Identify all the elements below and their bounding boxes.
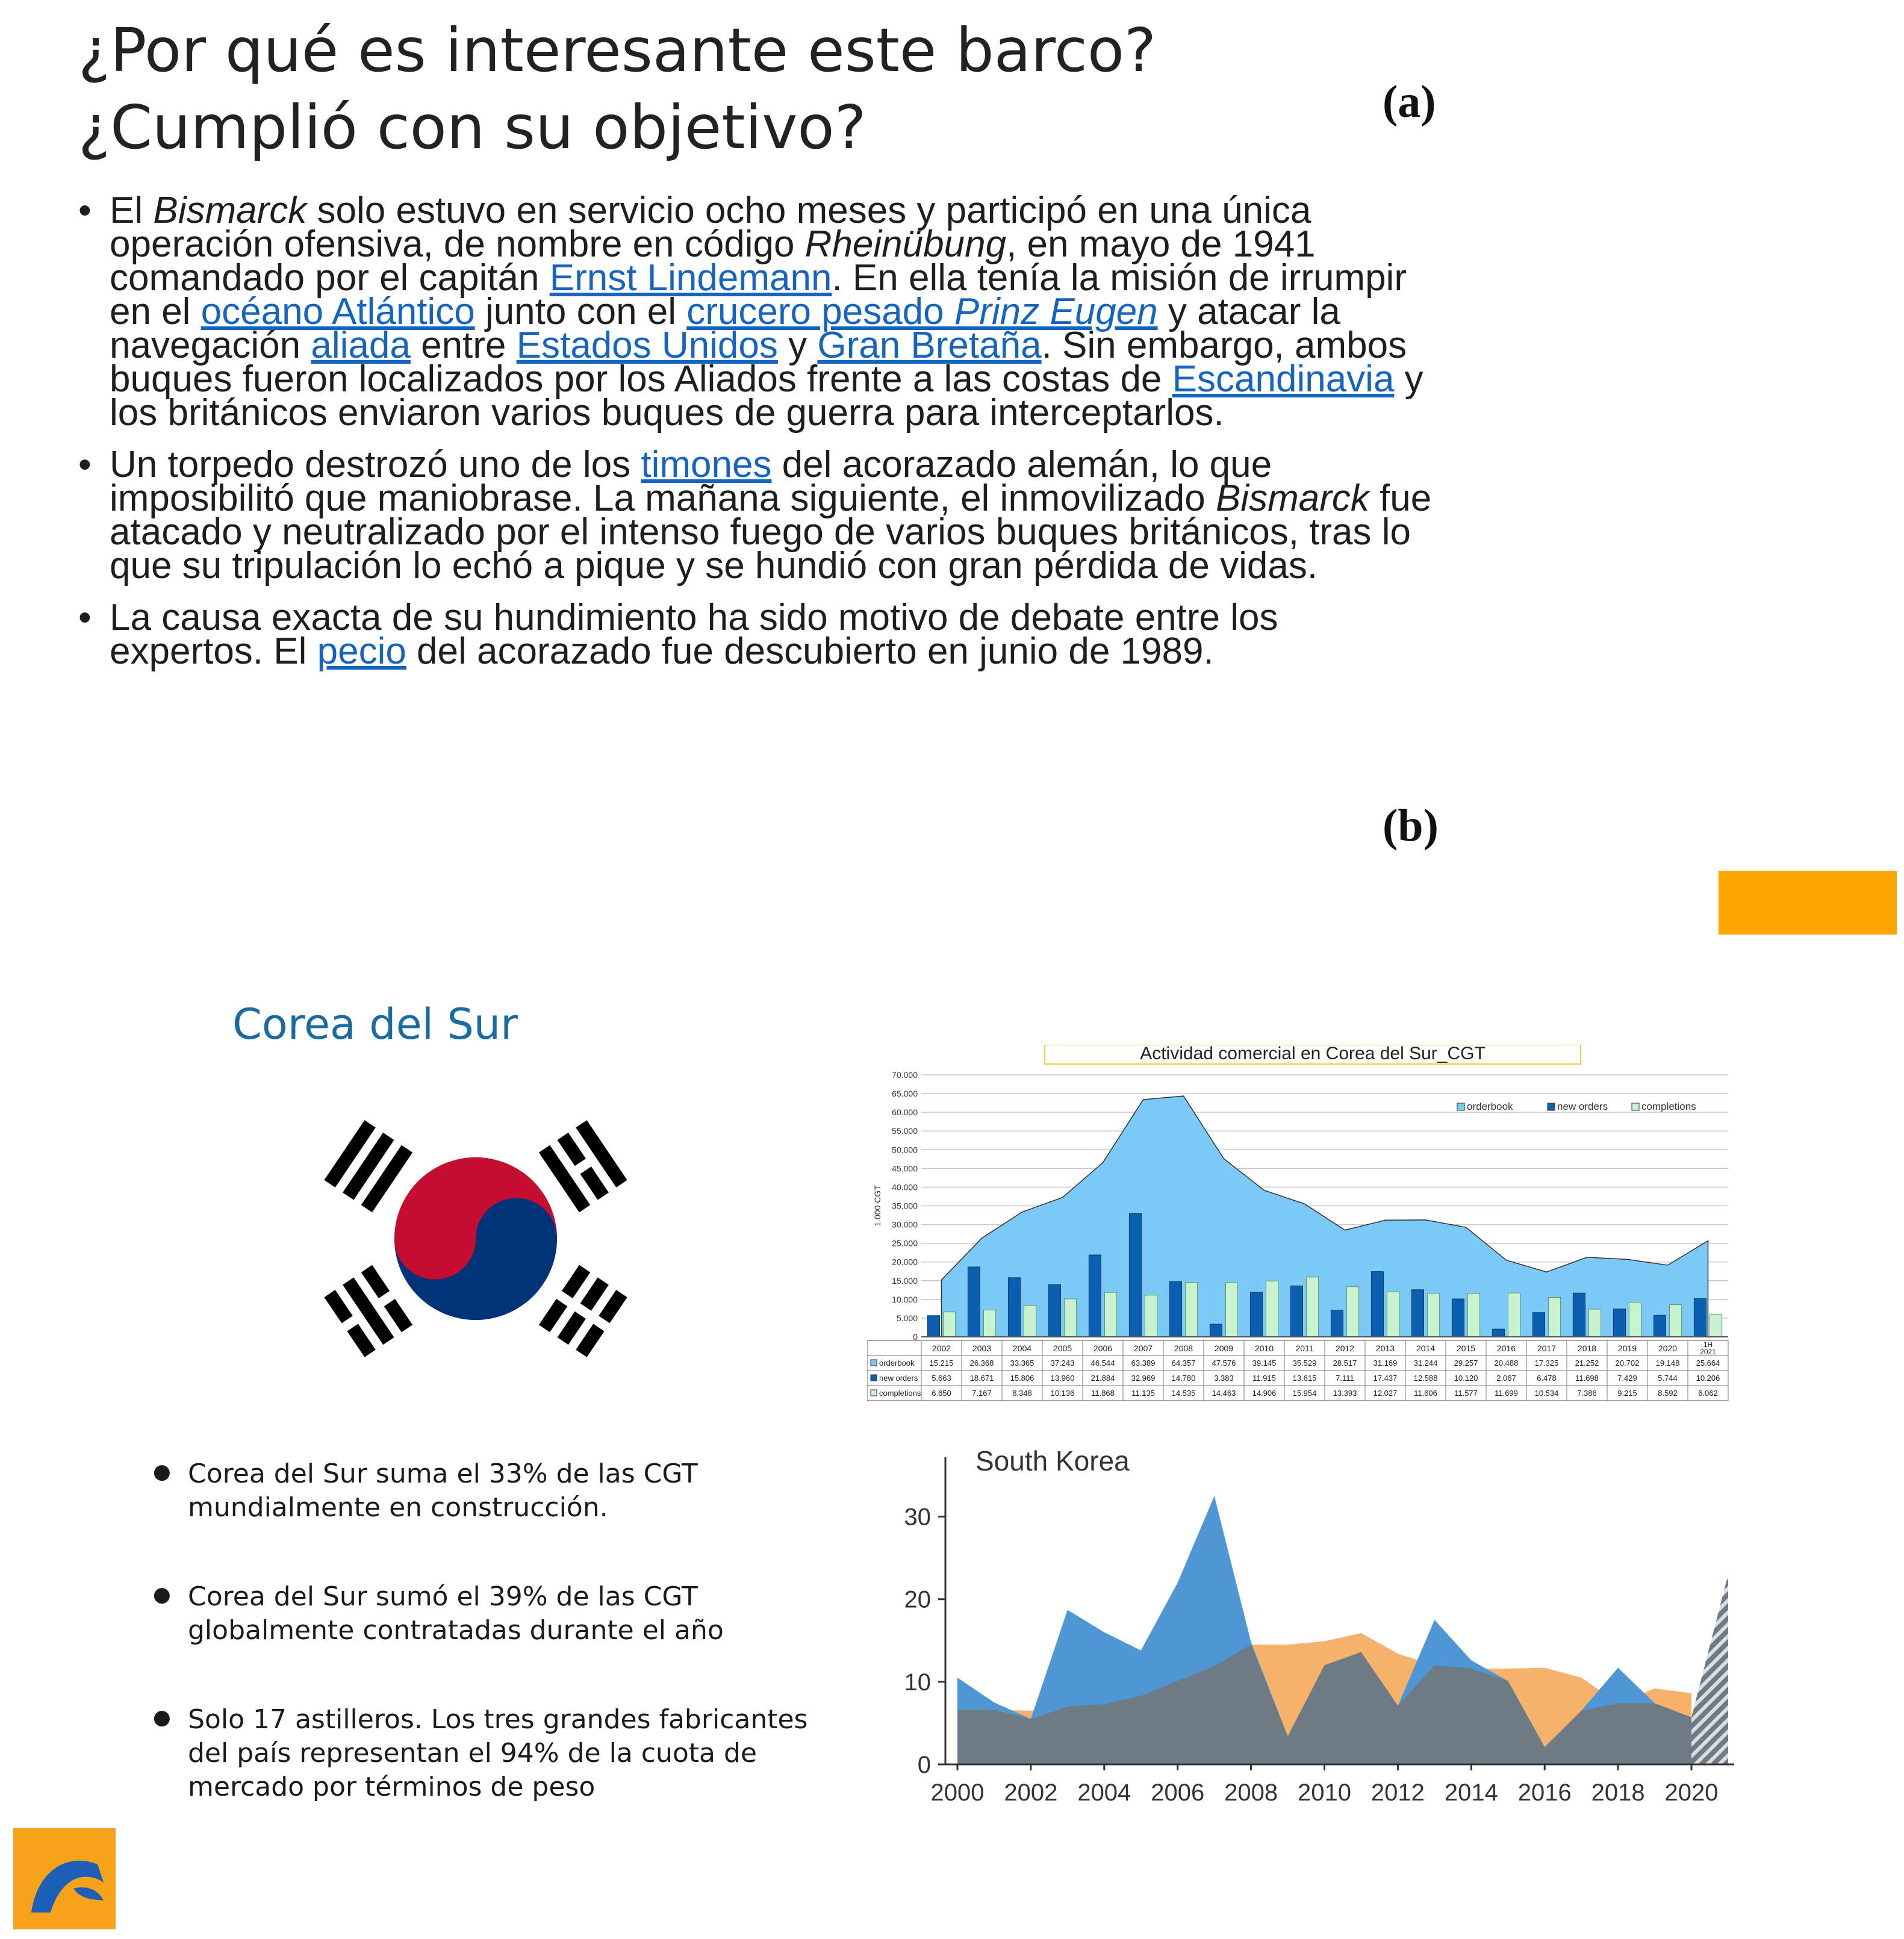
korea-cgt-activity-chart — [867, 1045, 1758, 1421]
y-tick-label: 20.000 — [892, 1257, 918, 1267]
y-tick-label: 20 — [904, 1586, 931, 1613]
x-tick-label: 2000 — [930, 1779, 985, 1806]
data-label: 47.576 — [1212, 1359, 1236, 1368]
x-category-label: 2020 — [1658, 1343, 1678, 1353]
data-label: 6.062 — [1698, 1389, 1718, 1398]
legend-new-orders-swatch — [1548, 1103, 1555, 1110]
data-label: 7.167 — [972, 1389, 992, 1398]
data-label: 7.111 — [1336, 1374, 1354, 1383]
y-tick-label: 35.000 — [892, 1201, 918, 1211]
legend-orderbook: orderbook — [1467, 1101, 1513, 1112]
data-label: 32.969 — [1131, 1374, 1156, 1383]
y-tick-label: 60.000 — [892, 1107, 918, 1118]
completions-bar — [1024, 1306, 1036, 1337]
data-label: 63.389 — [1131, 1359, 1156, 1368]
text-run: entre — [410, 325, 517, 366]
data-label: 31.244 — [1413, 1359, 1438, 1368]
x-category-label: 2004 — [1012, 1343, 1032, 1353]
y-tick-label: 55.000 — [892, 1126, 918, 1136]
new-orders-bar — [1654, 1315, 1666, 1337]
data-label: 5.663 — [932, 1374, 951, 1383]
data-label: 13.615 — [1292, 1374, 1317, 1383]
completions-bar — [1549, 1298, 1561, 1337]
y-tick-label: 25.000 — [892, 1238, 918, 1248]
y-tick-label: 50.000 — [892, 1145, 918, 1155]
x-tick-label: 2008 — [1224, 1779, 1278, 1806]
data-label: 31.169 — [1373, 1359, 1398, 1368]
data-label: 14.535 — [1171, 1389, 1196, 1398]
list-item — [78, 190, 1433, 434]
new-orders-bar — [1573, 1293, 1585, 1337]
data-label: 6.650 — [932, 1389, 951, 1398]
x-category-label: 2011 — [1295, 1343, 1314, 1353]
completions-bar — [1266, 1281, 1278, 1337]
emphasis-text: Rheinübung — [804, 223, 1007, 265]
data-label: 13.960 — [1050, 1374, 1075, 1383]
emphasis-text: Bismarck — [153, 190, 307, 231]
south-korea-area-chart — [897, 1439, 1758, 1831]
orange-accent-bar — [1719, 871, 1897, 935]
data-label: 28.517 — [1333, 1359, 1357, 1368]
completions-bar — [984, 1310, 996, 1337]
y-tick-label: 15.000 — [892, 1275, 918, 1286]
data-label: 8.592 — [1658, 1389, 1678, 1398]
x-tick-label: 2020 — [1664, 1779, 1719, 1806]
x-tick-label: 2014 — [1444, 1779, 1498, 1806]
x-tick-label: 2018 — [1591, 1779, 1645, 1806]
inline-link[interactable]: Ernst Lindemann — [549, 257, 832, 299]
completions-bar — [1629, 1303, 1641, 1337]
data-label: 21.884 — [1090, 1374, 1115, 1383]
text-run: del acorazado fue descubierto en junio de 1989. — [406, 630, 1214, 672]
data-label: 11.577 — [1454, 1389, 1478, 1398]
x-category-label: 2005 — [1053, 1343, 1072, 1353]
x-tick-label: 2006 — [1151, 1779, 1205, 1806]
completions-bar — [1508, 1293, 1520, 1337]
legend-completions: completions — [1641, 1101, 1696, 1112]
new-orders-bar — [1290, 1286, 1302, 1337]
panel-label-b: (b) — [1383, 800, 1439, 851]
x-tick-label: 2004 — [1077, 1779, 1131, 1806]
inline-link[interactable]: Prinz Eugen — [954, 291, 1158, 332]
data-label: 9.215 — [1617, 1389, 1637, 1398]
data-label: 15.954 — [1292, 1389, 1317, 1398]
section-title-korea: Corea del Sur — [232, 1000, 518, 1049]
data-label: 12.588 — [1413, 1374, 1438, 1383]
data-label: 13.393 — [1333, 1389, 1357, 1398]
bismarck-bullet-list — [78, 190, 1433, 686]
data-label: 11.868 — [1091, 1389, 1115, 1398]
slide-title-line-2: ¿Cumplió con su objetivo? — [78, 92, 866, 163]
list-item — [78, 444, 1433, 587]
new-orders-bar — [1089, 1255, 1101, 1337]
x-category-label: 2012 — [1335, 1343, 1355, 1353]
text-run: y atacar la navegación — [110, 291, 1340, 366]
x-category-label: 2003 — [972, 1343, 992, 1353]
data-label: 26.368 — [969, 1359, 994, 1368]
x-category-label: 2006 — [1093, 1343, 1113, 1353]
emphasis-text: Bismarck — [1215, 478, 1369, 519]
text-run: La causa exacta de su hundimiento ha sido motivo de debate entre los expertos. El — [110, 597, 1278, 672]
x-category-label: 1H — [1703, 1340, 1713, 1349]
legend-orderbook-swatch — [1457, 1103, 1464, 1110]
completions-bar — [1468, 1293, 1480, 1337]
hatched-forecast-region — [1691, 1566, 1728, 1764]
legend-new-orders: new orders — [1557, 1101, 1608, 1112]
data-label: 7.386 — [1577, 1389, 1597, 1398]
x-category-label: 2002 — [932, 1343, 951, 1353]
text-run: Un torpedo destrozó uno de los — [110, 444, 641, 485]
completions-bar — [1589, 1309, 1601, 1337]
inline-link[interactable]: timones — [641, 444, 772, 485]
y-tick-label: 0 — [913, 1332, 918, 1342]
new-orders-bar — [1008, 1278, 1020, 1337]
text-run: . Sin embargo, ambos buques fueron localizados por los Aliados frente a las costas de — [110, 325, 1407, 400]
y-tick-label: 40.000 — [892, 1182, 918, 1192]
data-label: 11.606 — [1414, 1389, 1437, 1398]
data-label: 14.780 — [1171, 1374, 1196, 1383]
x-category-label: 2019 — [1617, 1343, 1637, 1353]
text-run: , en mayo de 1941 comandado por el capitán — [110, 223, 1316, 299]
y-tick-label: 5.000 — [896, 1313, 918, 1323]
x-category-label: 2021 — [1700, 1348, 1716, 1356]
x-category-label: 2007 — [1133, 1343, 1153, 1353]
data-label: 37.243 — [1050, 1359, 1075, 1368]
new-orders-bar — [1169, 1281, 1181, 1337]
new-orders-bar — [1492, 1329, 1504, 1337]
new-orders-bar — [1331, 1310, 1343, 1337]
text-run: del acorazado alemán, lo que imposibilitó que maniobrase. La mañana siguiente, el inmovilizado — [110, 444, 1272, 519]
data-label: 14.463 — [1212, 1389, 1236, 1398]
y-tick-label: 30.000 — [892, 1219, 918, 1230]
data-label: 46.544 — [1090, 1359, 1115, 1368]
table-row-swatch — [871, 1390, 877, 1396]
chart-title: South Korea — [975, 1445, 1130, 1477]
data-label: 21.252 — [1575, 1359, 1599, 1368]
new-orders-bar — [1048, 1284, 1060, 1337]
data-label: 11.135 — [1131, 1389, 1155, 1398]
completions-bar — [1347, 1287, 1359, 1337]
data-label: 25.664 — [1696, 1359, 1720, 1368]
korea-bullet-list — [151, 1457, 813, 1860]
text-run: solo estuvo en servicio ocho meses y participó en una única operación ofensiva, de nombre en código — [110, 190, 1311, 265]
completions-bar — [1710, 1314, 1722, 1337]
new-orders-bar — [1411, 1290, 1423, 1337]
y-tick-label: 0 — [917, 1752, 931, 1778]
x-category-label: 2010 — [1254, 1343, 1274, 1353]
table-row-header: orderbook — [879, 1359, 915, 1368]
completions-bar — [944, 1312, 956, 1337]
south-korea-flag-icon — [301, 1103, 650, 1374]
data-label: 11.699 — [1495, 1389, 1518, 1398]
completions-bar — [1670, 1305, 1682, 1337]
panel-label-a: (a) — [1383, 76, 1436, 127]
x-category-label: 2008 — [1174, 1343, 1193, 1353]
data-label: 35.529 — [1292, 1359, 1317, 1368]
text-run: El — [110, 190, 154, 231]
y-tick-label: 10.000 — [892, 1294, 918, 1304]
table-row-header: completions — [879, 1389, 921, 1398]
data-label: 18.671 — [969, 1374, 994, 1383]
x-tick-label: 2012 — [1370, 1779, 1425, 1806]
data-label: 17.325 — [1534, 1359, 1559, 1368]
y-axis-label: 1.000 CGT — [873, 1185, 882, 1227]
completions-bar — [1428, 1293, 1440, 1337]
x-tick-label: 2016 — [1517, 1779, 1572, 1806]
data-label: 8.348 — [1012, 1389, 1032, 1398]
data-label: 17.437 — [1373, 1374, 1398, 1383]
new-orders-bar — [1210, 1324, 1222, 1337]
inline-link[interactable]: aliada — [311, 325, 411, 366]
x-category-label: 2017 — [1537, 1343, 1557, 1353]
data-label: 29.257 — [1454, 1359, 1478, 1368]
text-run: fue atacado y neutralizado por el intenso fuego de varios buques británicos, tras lo que su tripulación lo echó a pique y se hundió con gran pérdida de vidas. — [110, 478, 1432, 587]
data-label: 10.534 — [1534, 1389, 1559, 1398]
x-category-label: 2018 — [1577, 1343, 1597, 1353]
new-orders-bar — [1250, 1292, 1262, 1337]
completions-bar — [1307, 1277, 1319, 1337]
inline-link[interactable]: crucero pesado — [686, 291, 954, 332]
data-label: 15.215 — [929, 1359, 954, 1368]
x-tick-label: 2010 — [1298, 1779, 1352, 1806]
new-orders-bar — [1452, 1299, 1464, 1337]
completions-bar — [1065, 1299, 1077, 1337]
inline-link[interactable]: Gran Bretaña — [817, 325, 1042, 366]
data-label: 14.906 — [1252, 1389, 1277, 1398]
data-label: 12.027 — [1373, 1389, 1398, 1398]
company-logo-icon — [13, 1828, 116, 1929]
new-orders-bar — [1371, 1272, 1383, 1337]
list-item: ● Corea del Sur suma el 33% de las CGT mundialmente en construcción. — [151, 1457, 813, 1525]
list-item: ● Corea del Sur sumó el 39% de las CGT globalmente contratadas durante el año — [151, 1580, 813, 1648]
x-tick-label: 2002 — [1004, 1779, 1058, 1806]
x-category-label: 2013 — [1375, 1343, 1395, 1353]
text-run: y los británicos enviaron varios buques de guerra para interceptarlos. — [110, 358, 1423, 434]
inline-link[interactable]: océano Atlántico — [201, 291, 475, 332]
y-tick-label: 65.000 — [892, 1089, 918, 1099]
data-label: 10.206 — [1696, 1374, 1720, 1383]
data-label: 11.698 — [1575, 1374, 1599, 1383]
inline-link[interactable]: pecio — [317, 630, 406, 672]
data-label: 6.478 — [1537, 1374, 1557, 1383]
x-category-label: 2016 — [1496, 1343, 1516, 1353]
completions-bar — [1186, 1283, 1198, 1337]
data-label: 15.806 — [1010, 1374, 1034, 1383]
data-label: 11.915 — [1252, 1374, 1276, 1383]
text-run: y — [777, 325, 818, 366]
data-label: 2.067 — [1496, 1374, 1516, 1383]
list-item — [78, 597, 1433, 672]
new-orders-bar — [1532, 1313, 1545, 1337]
text-run: . En ella tenía la misión de irrumpir en el — [110, 257, 1407, 332]
slide-title — [78, 12, 1283, 166]
list-item: ● Solo 17 astilleros. Los tres grandes fabricantes del país representan el 94% de la cuota de mercado por términos de peso — [151, 1703, 813, 1804]
text-run: junto con el — [474, 291, 687, 332]
y-tick-label: 10 — [904, 1669, 931, 1696]
data-label: 3.383 — [1214, 1374, 1234, 1383]
table-row-swatch — [871, 1360, 877, 1366]
new-orders-bar — [927, 1316, 939, 1337]
new-orders-bar — [968, 1267, 980, 1337]
legend-completions-swatch — [1632, 1103, 1639, 1110]
x-category-label: 2015 — [1456, 1343, 1476, 1353]
y-tick-label: 70.000 — [892, 1070, 918, 1080]
data-label: 39.145 — [1252, 1359, 1277, 1368]
data-label: 10.136 — [1050, 1389, 1075, 1398]
table-row-swatch — [871, 1375, 877, 1381]
completions-bar — [1145, 1295, 1157, 1337]
y-tick-label: 30 — [904, 1504, 931, 1531]
inline-link[interactable]: Escandinavia — [1172, 358, 1395, 400]
data-label: 5.744 — [1658, 1374, 1678, 1383]
x-category-label: 2014 — [1416, 1343, 1436, 1353]
data-label: 20.488 — [1494, 1359, 1519, 1368]
chart-title: Actividad comercial en Corea del Sur_CGT — [1140, 1045, 1486, 1063]
inline-link[interactable]: Estados Unidos — [516, 325, 778, 366]
new-orders-bar — [1694, 1299, 1706, 1337]
completions-bar — [1387, 1292, 1399, 1337]
table-row-header: new orders — [879, 1374, 918, 1383]
x-category-label: 2009 — [1214, 1343, 1234, 1353]
data-label: 64.357 — [1171, 1359, 1196, 1368]
data-label: 7.429 — [1617, 1374, 1637, 1383]
data-label: 19.148 — [1655, 1359, 1680, 1368]
completions-bar — [1226, 1283, 1238, 1337]
data-label: 10.120 — [1454, 1374, 1478, 1383]
new-orders-bar — [1129, 1213, 1141, 1337]
completions-bar — [1105, 1292, 1117, 1337]
slide-title-line-1: ¿Por qué es interesante este barco? — [78, 15, 1157, 86]
data-label: 20.702 — [1615, 1359, 1640, 1368]
new-orders-bar — [1613, 1309, 1625, 1337]
data-label: 33.365 — [1010, 1359, 1034, 1368]
y-tick-label: 45.000 — [892, 1163, 918, 1174]
